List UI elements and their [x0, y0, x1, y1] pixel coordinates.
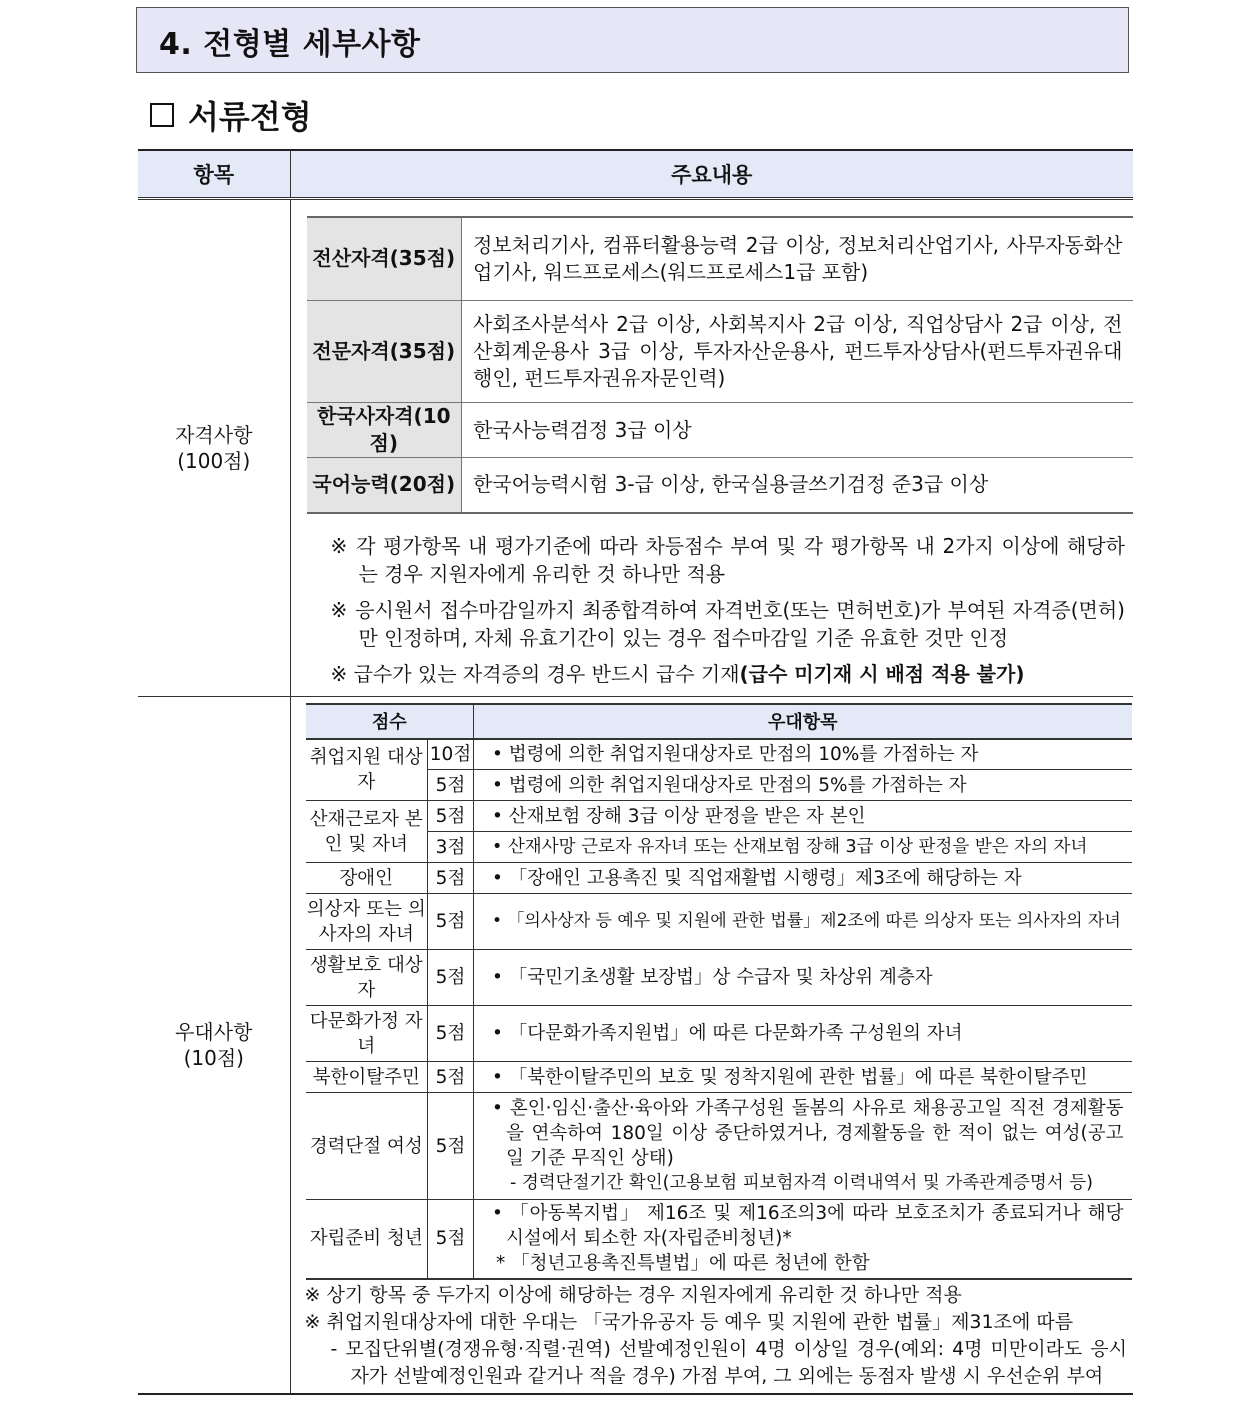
qualification-row	[307, 217, 1133, 301]
preference-points: 5점	[428, 1200, 474, 1279]
preference-points: 5점	[428, 1062, 474, 1093]
qualification-desc: 정보처리기사, 컴퓨터활용능력 2급 이상, 정보처리산업기사, 사무자동화산업기사, 워드프로세스(워드프로세스1급 포함)	[462, 217, 1133, 301]
preference-row	[306, 1006, 1132, 1062]
qualification-notes	[331, 532, 1126, 688]
preference-row	[306, 739, 1132, 770]
preference-category: 북한이탈주민	[306, 1062, 428, 1093]
preference-points: 5점	[428, 1093, 474, 1200]
preference-desc: • 「의사상자 등 예우 및 지원에 관한 법률」제2조에 따른 의상자 또는 의사자의 자녀	[474, 894, 1132, 950]
preference-row	[306, 1200, 1132, 1279]
preference-desc: • 「아동복지법」 제16조 및 제16조의3에 따라 보호조치가 종료되거나 해당 시설에서 퇴소한 자(자립준비청년)* * 「청년고용촉진특별법」에 따른 청년에 한함	[474, 1200, 1132, 1279]
preference-category: 의상자 또는 의사자의 자녀	[306, 894, 428, 950]
header-score: 점수	[306, 704, 474, 739]
qualification-name: 전문자격(35점)	[307, 301, 462, 403]
qualification-name: 한국사자격(10점)	[307, 403, 462, 458]
preferences-row	[138, 696, 1133, 1394]
preference-desc: • 법령에 의한 취업지원대상자로 만점의 5%를 가점하는 자	[474, 770, 1132, 801]
preference-points: 5점	[428, 801, 474, 832]
note: ※ 각 평가항목 내 평가기준에 따라 차등점수 부여 및 각 평가항목 내 2가지 이상에 해당하는 경우 지원자에게 유리한 것 하나만 적용	[330, 533, 1125, 586]
preference-category: 경력단절 여성	[306, 1093, 428, 1200]
preference-category: 취업지원 대상자	[306, 739, 428, 801]
qualifications-table	[307, 216, 1133, 514]
preference-row	[306, 1062, 1132, 1093]
preferences-table	[306, 703, 1132, 1280]
qualification-desc: 한국어능력시험 3-급 이상, 한국실용글쓰기검정 준3급 이상	[473, 472, 989, 497]
preference-row	[306, 801, 1132, 832]
preference-points: 5점	[428, 770, 474, 801]
subsection-title: 서류전형	[188, 98, 312, 136]
preference-desc: • 법령에 의한 취업지원대상자로 만점의 10%를 가점하는 자	[474, 739, 1132, 770]
subsection-heading	[150, 92, 312, 138]
qualifications-row	[138, 198, 1133, 696]
preference-desc: • 산재보험 장해 3급 이상 판정을 받은 자 본인	[474, 801, 1132, 832]
preference-category: 장애인	[306, 863, 428, 894]
screening-table	[138, 149, 1133, 1395]
preference-row	[306, 894, 1132, 950]
qualification-row	[307, 458, 1133, 513]
note-sub: - 모집단위별(경쟁유형·직렬·권역) 선발예정인원이 4명 이상일 경우(예외: 4명 미만이라도 응시자가 선발예정인원과 같거나 적을 경우) 가점 부여, 그 외에는 동점자 발생 시 우선순위 부여	[330, 1337, 1127, 1387]
preference-desc: • 「다문화가족지원법」에 따른 다문화가족 구성원의 자녀	[474, 1006, 1132, 1062]
preferences-label: 우대사항 (10점)	[138, 696, 290, 1394]
preference-row	[306, 950, 1132, 1006]
preference-points: 10점	[428, 739, 474, 770]
preference-category: 다문화가정 자녀	[306, 1006, 428, 1062]
preference-desc: • 「장애인 고용촉진 및 직업재활법 시행령」제3조에 해당하는 자	[474, 863, 1132, 894]
preference-desc: • 「북한이탈주민의 보호 및 정착지원에 관한 법률」에 따른 북한이탈주민	[474, 1062, 1132, 1093]
preference-row	[306, 832, 1132, 863]
preference-row	[306, 770, 1132, 801]
note: ※ 응시원서 접수마감일까지 최종합격하여 자격번호(또는 면허번호)가 부여된 자격증(면허)만 인정하며, 자체 유효기간이 있는 경우 접수마감일 기준 유효한 것만 인정	[330, 597, 1125, 650]
preference-points: 5점	[428, 894, 474, 950]
section-title: 4. 전형별 세부사항	[136, 7, 1129, 73]
header-content: 주요내용	[290, 150, 1133, 198]
preference-points: 5점	[428, 1006, 474, 1062]
preference-desc: • 혼인·임신·출산·육아와 가족구성원 돌봄의 사유로 채용공고일 직전 경제활동을 연속하여 180일 이상 중단하였거나, 경제활동을 한 적이 없는 여성(공고일 기준 무직인 상태) - 경력단절기간 확인(고용보험 피보험자격 이력내역서 및 가족관계증명서 등)	[474, 1093, 1132, 1200]
qualification-row	[307, 301, 1133, 403]
note: ※ 상기 항목 중 두가지 이상에 해당하는 경우 지원자에게 유리한 것 하나만 적용	[304, 1283, 962, 1306]
preference-points: 5점	[428, 863, 474, 894]
preference-points: 3점	[428, 832, 474, 863]
preference-row	[306, 1093, 1132, 1200]
note: ※ 취업지원대상자에 대한 우대는 「국가유공자 등 예우 및 지원에 관한 법률」제31조에 따름	[304, 1310, 1074, 1333]
square-bullet-icon	[150, 103, 174, 127]
preference-category: 산재근로자 본인 및 자녀	[306, 801, 428, 863]
header-preference-item: 우대항목	[474, 704, 1132, 739]
preference-category: 생활보호 대상자	[306, 950, 428, 1006]
preference-desc: • 「국민기초생활 보장법」상 수급자 및 차상위 계층자	[474, 950, 1132, 1006]
preference-points: 5점	[428, 950, 474, 1006]
header-item: 항목	[138, 150, 290, 198]
qualifications-label: 자격사항 (100점)	[138, 198, 290, 696]
qualification-row	[307, 403, 1133, 458]
qualification-desc: 한국사능력검정 3급 이상	[462, 403, 1133, 458]
preference-notes	[305, 1282, 1128, 1390]
qualification-desc: 사회조사분석사 2급 이상, 사회복지사 2급 이상, 직업상담사 2급 이상, 전산회계운용사 3급 이상, 투자자산운용사, 펀드투자상담사(펀드투자권유대행인, 펀드투자권유자문인력)	[462, 301, 1133, 403]
note: ※ 급수가 있는 자격증의 경우 반드시 급수 기재(급수 미기재 시 배점 적용 불가)	[330, 661, 1025, 686]
qualification-name: 전산자격(35점)	[307, 217, 462, 301]
preference-desc: • 산재사망 근로자 유자녀 또는 산재보험 장해 3급 이상 판정을 받은 자의 자녀	[474, 832, 1132, 863]
qualification-name: 국어능력(20점)	[307, 458, 462, 513]
preference-category: 자립준비 청년	[306, 1200, 428, 1279]
preference-row	[306, 863, 1132, 894]
